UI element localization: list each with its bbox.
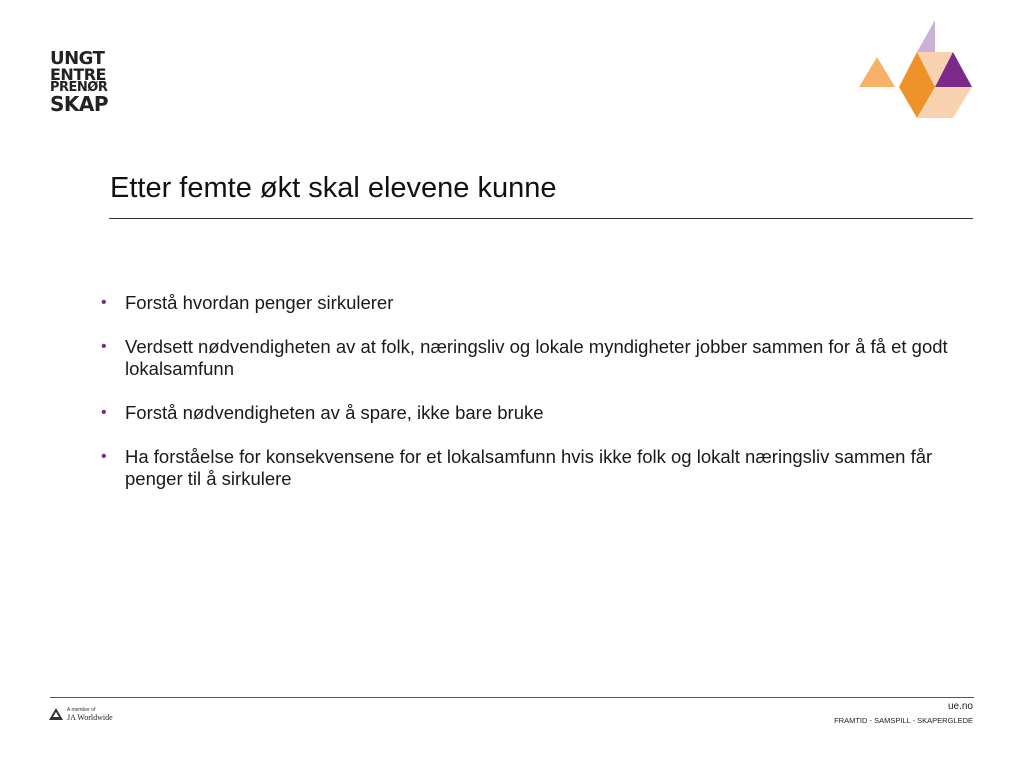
ja-member-label: A member of — [67, 706, 96, 713]
ja-name: JA Worldwide — [67, 712, 113, 722]
logo-line-2: ENTRE — [50, 65, 106, 85]
list-item — [100, 402, 960, 424]
list-item-text: Ha forståelse for konsekvensene for et lokalsamfunn hvis ikke folk og lokalt næringsliv sammen får penger til å sirkulere — [125, 446, 933, 489]
list-item-text: Forstå nødvendigheten av å spare, ikke bare bruke — [125, 402, 544, 423]
list-item-text: Forstå hvordan penger sirkulerer — [125, 292, 394, 313]
list-item — [100, 446, 960, 490]
bullet-list — [100, 292, 960, 512]
tagline: FRAMTID - SAMSPILL - SKAPERGLEDE — [834, 716, 973, 725]
bullet-icon: • — [101, 294, 107, 311]
logo-line-4: SKAP — [50, 91, 109, 116]
page-title: Etter femte økt skal elevene kunne — [110, 172, 557, 204]
ja-mountain-icon — [48, 707, 64, 721]
logo-line-1: UNGT — [50, 48, 105, 69]
list-item-text: Verdsett nødvendigheten av at folk, næringsliv og lokale myndigheter jobber sammen for å få et godt lokalsamfunn — [125, 336, 948, 379]
ue-logo — [50, 50, 130, 114]
triangle-decoration-graphic — [855, 15, 980, 125]
light-orange-triangle — [859, 57, 895, 87]
lilac-triangle — [917, 20, 935, 52]
title-divider — [109, 218, 973, 219]
footer-divider — [50, 697, 974, 698]
bullet-icon: • — [101, 448, 107, 465]
website-link[interactable]: ue.no — [947, 701, 973, 712]
bullet-icon: • — [101, 404, 107, 421]
bullet-icon: • — [101, 338, 107, 355]
ja-worldwide-logo — [48, 705, 113, 723]
logo-line-3: PRENØR — [50, 80, 108, 96]
list-item — [100, 336, 960, 380]
list-item — [100, 292, 960, 314]
